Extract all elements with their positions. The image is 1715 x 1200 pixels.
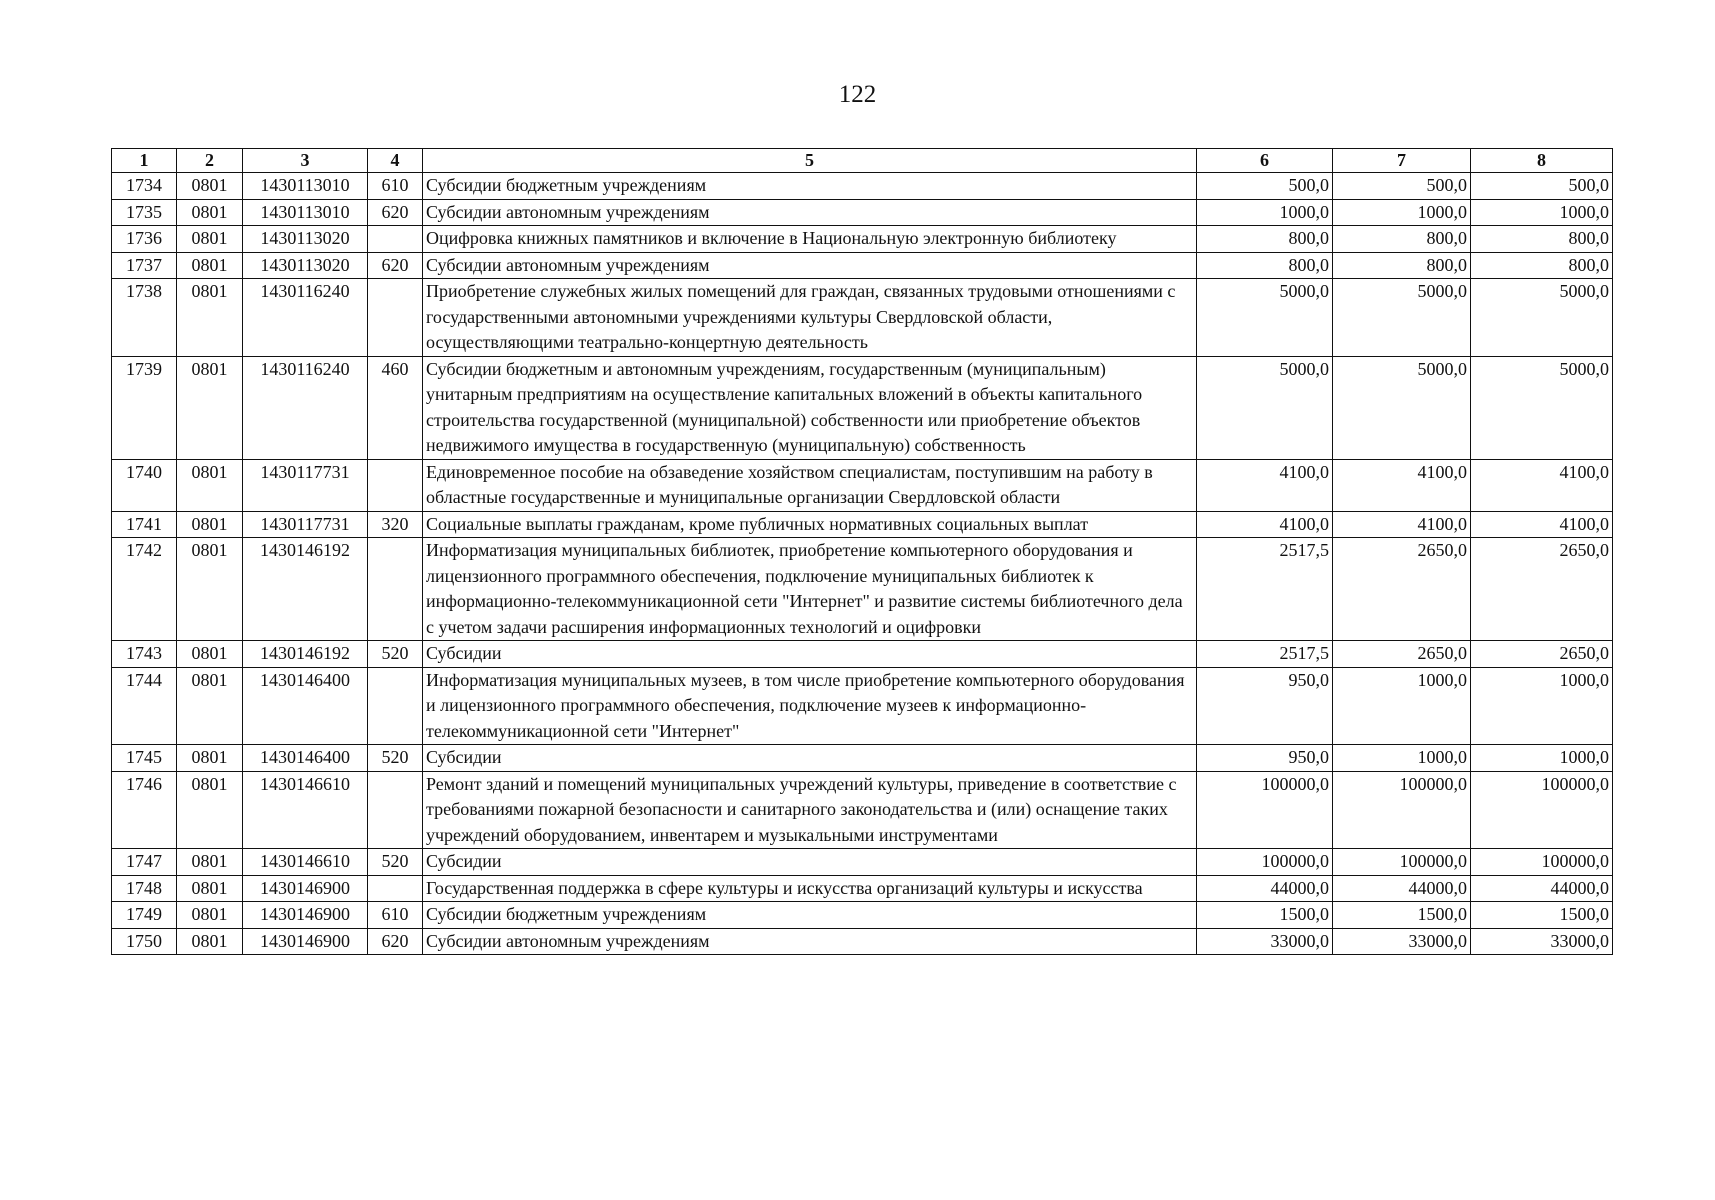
cell-expense-type: 620 bbox=[368, 928, 423, 955]
cell-row-number: 1745 bbox=[112, 745, 177, 772]
cell-description: Субсидии автономным учреждениям bbox=[423, 199, 1197, 226]
cell-section: 0801 bbox=[177, 902, 243, 929]
cell-year-3: 800,0 bbox=[1471, 252, 1613, 279]
cell-year-1: 2517,5 bbox=[1197, 538, 1333, 641]
cell-row-number: 1741 bbox=[112, 511, 177, 538]
header-col-row-number: 1 bbox=[112, 149, 177, 173]
cell-description: Субсидии автономным учреждениям bbox=[423, 928, 1197, 955]
cell-row-number: 1747 bbox=[112, 849, 177, 876]
table-row bbox=[112, 849, 1613, 876]
cell-section: 0801 bbox=[177, 771, 243, 849]
cell-row-number: 1740 bbox=[112, 459, 177, 511]
cell-year-2: 2650,0 bbox=[1333, 538, 1471, 641]
cell-description: Субсидии автономным учреждениям bbox=[423, 252, 1197, 279]
cell-year-2: 100000,0 bbox=[1333, 849, 1471, 876]
table-body bbox=[112, 173, 1613, 955]
cell-expense-type: 620 bbox=[368, 252, 423, 279]
cell-description: Оцифровка книжных памятников и включение в Национальную электронную библиотеку bbox=[423, 226, 1197, 253]
cell-year-2: 1500,0 bbox=[1333, 902, 1471, 929]
cell-description: Субсидии бюджетным учреждениям bbox=[423, 173, 1197, 200]
cell-year-2: 100000,0 bbox=[1333, 771, 1471, 849]
cell-target-code: 1430116240 bbox=[243, 356, 368, 459]
cell-target-code: 1430117731 bbox=[243, 511, 368, 538]
cell-target-code: 1430146400 bbox=[243, 745, 368, 772]
cell-expense-type: 610 bbox=[368, 173, 423, 200]
cell-year-3: 100000,0 bbox=[1471, 771, 1613, 849]
cell-target-code: 1430116240 bbox=[243, 279, 368, 357]
cell-year-2: 800,0 bbox=[1333, 252, 1471, 279]
cell-row-number: 1735 bbox=[112, 199, 177, 226]
cell-year-2: 1000,0 bbox=[1333, 667, 1471, 745]
cell-target-code: 1430146610 bbox=[243, 771, 368, 849]
cell-year-3: 5000,0 bbox=[1471, 356, 1613, 459]
cell-year-1: 800,0 bbox=[1197, 226, 1333, 253]
cell-year-1: 5000,0 bbox=[1197, 356, 1333, 459]
cell-row-number: 1737 bbox=[112, 252, 177, 279]
cell-description: Социальные выплаты гражданам, кроме публичных нормативных социальных выплат bbox=[423, 511, 1197, 538]
header-col-description: 5 bbox=[423, 149, 1197, 173]
cell-year-1: 4100,0 bbox=[1197, 459, 1333, 511]
cell-year-3: 44000,0 bbox=[1471, 875, 1613, 902]
cell-description: Субсидии bbox=[423, 641, 1197, 668]
cell-section: 0801 bbox=[177, 459, 243, 511]
cell-expense-type bbox=[368, 459, 423, 511]
table-row bbox=[112, 252, 1613, 279]
cell-description: Ремонт зданий и помещений муниципальных учреждений культуры, приведение в соответствие с требованиями пожарной безопасности и санитарного законодательства и (или) оснащение таких учреждений оборудованием, инвентарем и музыкальными инструментами bbox=[423, 771, 1197, 849]
cell-year-2: 5000,0 bbox=[1333, 279, 1471, 357]
cell-year-1: 950,0 bbox=[1197, 745, 1333, 772]
cell-year-3: 4100,0 bbox=[1471, 459, 1613, 511]
header-col-expense-type: 4 bbox=[368, 149, 423, 173]
table-row bbox=[112, 226, 1613, 253]
cell-row-number: 1744 bbox=[112, 667, 177, 745]
cell-year-3: 1000,0 bbox=[1471, 745, 1613, 772]
cell-year-2: 4100,0 bbox=[1333, 511, 1471, 538]
cell-description: Субсидии бюджетным и автономным учреждениям, государственным (муниципальным) унитарным предприятиям на осуществление капитальных вложений в объекты капитального строительства государственной (муниципальной) собственности или приобретение объектов недвижимого имущества в государственную (муниципальную) собственность bbox=[423, 356, 1197, 459]
cell-target-code: 1430113020 bbox=[243, 252, 368, 279]
table-row bbox=[112, 771, 1613, 849]
cell-target-code: 1430146610 bbox=[243, 849, 368, 876]
cell-section: 0801 bbox=[177, 199, 243, 226]
cell-year-3: 1500,0 bbox=[1471, 902, 1613, 929]
table-row bbox=[112, 173, 1613, 200]
cell-target-code: 1430146192 bbox=[243, 538, 368, 641]
cell-expense-type: 520 bbox=[368, 641, 423, 668]
cell-description: Субсидии бюджетным учреждениям bbox=[423, 902, 1197, 929]
cell-target-code: 1430113010 bbox=[243, 173, 368, 200]
table-header bbox=[112, 149, 1613, 173]
cell-year-1: 1000,0 bbox=[1197, 199, 1333, 226]
cell-year-1: 950,0 bbox=[1197, 667, 1333, 745]
cell-year-3: 500,0 bbox=[1471, 173, 1613, 200]
cell-target-code: 1430146900 bbox=[243, 875, 368, 902]
cell-year-1: 4100,0 bbox=[1197, 511, 1333, 538]
table-row bbox=[112, 641, 1613, 668]
cell-target-code: 1430146400 bbox=[243, 667, 368, 745]
cell-description: Государственная поддержка в сфере культуры и искусства организаций культуры и искусства bbox=[423, 875, 1197, 902]
cell-row-number: 1734 bbox=[112, 173, 177, 200]
cell-section: 0801 bbox=[177, 226, 243, 253]
cell-description: Информатизация муниципальных библиотек, приобретение компьютерного оборудования и лицензионного программного обеспечения, подключение муниципальных библиотек к информационно-телекоммуникационной сети "Интернет" и развитие системы библиотечного дела с учетом задачи расширения информационных технологий и оцифровки bbox=[423, 538, 1197, 641]
cell-year-2: 5000,0 bbox=[1333, 356, 1471, 459]
cell-year-2: 33000,0 bbox=[1333, 928, 1471, 955]
cell-year-1: 100000,0 bbox=[1197, 771, 1333, 849]
cell-section: 0801 bbox=[177, 745, 243, 772]
cell-target-code: 1430146900 bbox=[243, 902, 368, 929]
table-row bbox=[112, 745, 1613, 772]
cell-target-code: 1430146192 bbox=[243, 641, 368, 668]
cell-year-1: 100000,0 bbox=[1197, 849, 1333, 876]
cell-section: 0801 bbox=[177, 849, 243, 876]
cell-row-number: 1750 bbox=[112, 928, 177, 955]
cell-year-1: 44000,0 bbox=[1197, 875, 1333, 902]
cell-row-number: 1736 bbox=[112, 226, 177, 253]
table-row bbox=[112, 902, 1613, 929]
cell-year-2: 800,0 bbox=[1333, 226, 1471, 253]
cell-year-2: 1000,0 bbox=[1333, 745, 1471, 772]
table-row bbox=[112, 511, 1613, 538]
cell-year-3: 2650,0 bbox=[1471, 641, 1613, 668]
cell-year-2: 1000,0 bbox=[1333, 199, 1471, 226]
page-number: 122 bbox=[838, 81, 877, 108]
cell-expense-type: 460 bbox=[368, 356, 423, 459]
cell-expense-type: 320 bbox=[368, 511, 423, 538]
cell-year-1: 500,0 bbox=[1197, 173, 1333, 200]
cell-year-3: 33000,0 bbox=[1471, 928, 1613, 955]
cell-year-3: 5000,0 bbox=[1471, 279, 1613, 357]
cell-section: 0801 bbox=[177, 667, 243, 745]
cell-expense-type bbox=[368, 875, 423, 902]
header-col-section: 2 bbox=[177, 149, 243, 173]
header-col-year-2: 7 bbox=[1333, 149, 1471, 173]
header-col-year-3: 8 bbox=[1471, 149, 1613, 173]
cell-target-code: 1430113020 bbox=[243, 226, 368, 253]
cell-expense-type bbox=[368, 226, 423, 253]
cell-section: 0801 bbox=[177, 928, 243, 955]
cell-year-3: 1000,0 bbox=[1471, 667, 1613, 745]
cell-year-3: 1000,0 bbox=[1471, 199, 1613, 226]
cell-year-1: 2517,5 bbox=[1197, 641, 1333, 668]
cell-row-number: 1739 bbox=[112, 356, 177, 459]
cell-row-number: 1746 bbox=[112, 771, 177, 849]
table-row bbox=[112, 538, 1613, 641]
cell-target-code: 1430113010 bbox=[243, 199, 368, 226]
cell-description: Информатизация муниципальных музеев, в том числе приобретение компьютерного оборудования и лицензионного программного обеспечения, подключение музеев к информационно-телекоммуникационной сети "Интернет" bbox=[423, 667, 1197, 745]
cell-year-3: 100000,0 bbox=[1471, 849, 1613, 876]
cell-section: 0801 bbox=[177, 641, 243, 668]
cell-expense-type: 520 bbox=[368, 849, 423, 876]
table-row bbox=[112, 875, 1613, 902]
cell-expense-type: 620 bbox=[368, 199, 423, 226]
cell-description: Приобретение служебных жилых помещений для граждан, связанных трудовыми отношениями с государственными автономными учреждениями культуры Свердловской области, осуществляющими театрально-концертную деятельность bbox=[423, 279, 1197, 357]
cell-section: 0801 bbox=[177, 279, 243, 357]
cell-expense-type bbox=[368, 538, 423, 641]
table-row bbox=[112, 279, 1613, 357]
cell-target-code: 1430117731 bbox=[243, 459, 368, 511]
cell-section: 0801 bbox=[177, 538, 243, 641]
cell-year-2: 2650,0 bbox=[1333, 641, 1471, 668]
cell-row-number: 1749 bbox=[112, 902, 177, 929]
cell-row-number: 1748 bbox=[112, 875, 177, 902]
cell-row-number: 1738 bbox=[112, 279, 177, 357]
cell-year-1: 800,0 bbox=[1197, 252, 1333, 279]
cell-expense-type bbox=[368, 279, 423, 357]
cell-year-1: 5000,0 bbox=[1197, 279, 1333, 357]
cell-target-code: 1430146900 bbox=[243, 928, 368, 955]
header-row bbox=[112, 149, 1613, 173]
table-row bbox=[112, 356, 1613, 459]
table-row bbox=[112, 459, 1613, 511]
cell-year-3: 4100,0 bbox=[1471, 511, 1613, 538]
cell-year-2: 500,0 bbox=[1333, 173, 1471, 200]
table-row bbox=[112, 928, 1613, 955]
table-row bbox=[112, 199, 1613, 226]
cell-section: 0801 bbox=[177, 252, 243, 279]
cell-section: 0801 bbox=[177, 511, 243, 538]
cell-year-1: 33000,0 bbox=[1197, 928, 1333, 955]
header-col-year-1: 6 bbox=[1197, 149, 1333, 173]
cell-year-2: 44000,0 bbox=[1333, 875, 1471, 902]
cell-expense-type: 520 bbox=[368, 745, 423, 772]
cell-section: 0801 bbox=[177, 875, 243, 902]
cell-expense-type bbox=[368, 667, 423, 745]
cell-row-number: 1743 bbox=[112, 641, 177, 668]
cell-year-1: 1500,0 bbox=[1197, 902, 1333, 929]
cell-year-3: 2650,0 bbox=[1471, 538, 1613, 641]
table-row bbox=[112, 667, 1613, 745]
budget-table bbox=[111, 148, 1613, 955]
cell-description: Субсидии bbox=[423, 849, 1197, 876]
header-col-target-code: 3 bbox=[243, 149, 368, 173]
cell-year-2: 4100,0 bbox=[1333, 459, 1471, 511]
cell-row-number: 1742 bbox=[112, 538, 177, 641]
cell-section: 0801 bbox=[177, 173, 243, 200]
cell-description: Субсидии bbox=[423, 745, 1197, 772]
cell-expense-type: 610 bbox=[368, 902, 423, 929]
cell-section: 0801 bbox=[177, 356, 243, 459]
cell-expense-type bbox=[368, 771, 423, 849]
cell-description: Единовременное пособие на обзаведение хозяйством специалистам, поступившим на работу в областные государственные и муниципальные организации Свердловской области bbox=[423, 459, 1197, 511]
cell-year-3: 800,0 bbox=[1471, 226, 1613, 253]
